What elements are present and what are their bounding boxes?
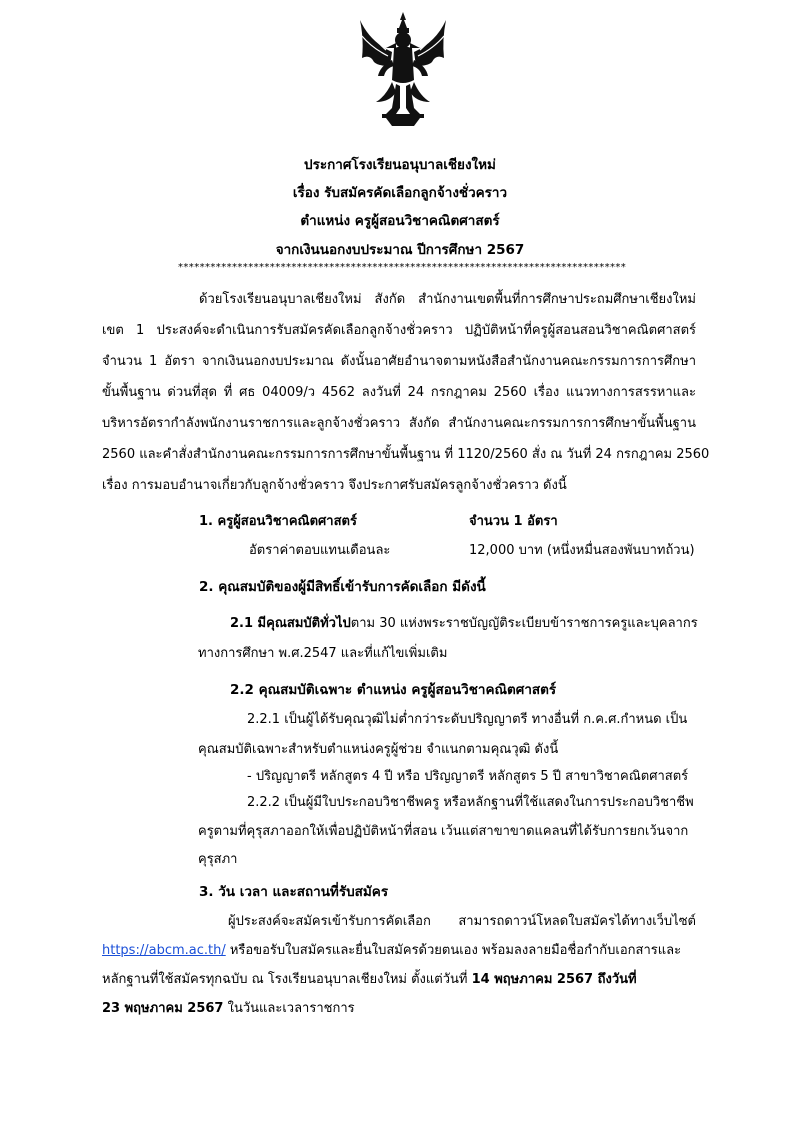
section3-line-1: ผู้ประสงค์จะสมัครเข้ารับการคัดเลือก สามารถดาวน์โหลดใบสมัครได้ทางเว็บไซต์ bbox=[228, 914, 696, 929]
website-link[interactable]: https://abcm.ac.th/ bbox=[102, 943, 226, 958]
announcement-budget: จากเงินนอกงบประมาณ ปีการศึกษา 2567 bbox=[275, 242, 525, 258]
section2-2-2-line-3: คุรุสภา bbox=[198, 852, 238, 867]
section2-2-heading: 2.2 คุณสมบัติเฉพาะ ตำแหน่ง ครูผู้สอนวิชาคณิตศาสตร์ bbox=[230, 682, 557, 698]
section2-2-1-line-1: 2.2.1 เป็นผู้ได้รับคุณวุฒิไม่ต่ำกว่าระดับปริญญาตรี ทางอื่นที่ ก.ค.ศ.กำหนด เป็น bbox=[247, 712, 688, 727]
section2-heading: 2. คุณสมบัติของผู้มีสิทธิ์เข้ารับการคัดเลือก มีดังนี้ bbox=[199, 579, 486, 595]
announcement-title: ประกาศโรงเรียนอนุบาลเชียงใหม่ bbox=[304, 157, 496, 173]
intro-line-4: ขั้นพื้นฐาน ด่วนที่สุด ที่ ศธ 04009/ว 4562 ลงวันที่ 24 กรกฎาคม 2560 เรื่อง แนวทางการสรรหาและ bbox=[102, 385, 696, 400]
section2-1-text: ตาม 30 แห่งพระราชบัญญัติระเบียบข้าราชการครูและบุคลากร bbox=[350, 616, 698, 631]
pay-label: อัตราค่าตอบแทนเดือนละ bbox=[249, 543, 391, 558]
section3-line-3 bbox=[102, 968, 637, 989]
application-end-date: 23 พฤษภาคม 2567 bbox=[102, 1001, 224, 1016]
intro-line-6: 2560 และคำสั่งสำนักงานคณะกรรมการการศึกษาขั้นพื้นฐาน ที่ 1120/2560 สั่ง ณ วันที่ 24 กรกฎาคม 2560 bbox=[102, 447, 710, 462]
intro-line-5: บริหารอัตรากำลังพนักงานราชการและลูกจ้างชั่วคราว สังกัด สำนักงานคณะกรรมการการศึกษาขั้นพื้นฐาน bbox=[102, 416, 696, 431]
section3-line-3-text: หลักฐานที่ใช้สมัครทุกฉบับ ณ โรงเรียนอนุบาลเชียงใหม่ ตั้งแต่วันที่ bbox=[102, 972, 472, 987]
section3-line-4-text: ในวันและเวลาราชการ bbox=[223, 1001, 355, 1016]
section2-2-2-line-2: ครูตามที่คุรุสภาออกให้เพื่อปฏิบัติหน้าที่สอน เว้นแต่สาขาขาดแคลนที่ได้รับการยกเว้นจาก bbox=[198, 824, 689, 839]
section3-heading: 3. วัน เวลา และสถานที่รับสมัคร bbox=[199, 884, 389, 900]
section3-line-2-text: หรือขอรับใบสมัครและยื่นใบสมัครด้วยตนเอง พร้อมลงลายมือชื่อกำกับเอกสารและ bbox=[225, 943, 682, 958]
section2-2-1-line-2: คุณสมบัติเฉพาะสำหรับตำแหน่งครูผู้ช่วย จำแนกตามคุณวุฒิ ดังนี้ bbox=[198, 742, 559, 757]
announcement-subject: เรื่อง รับสมัครคัดเลือกลูกจ้างชั่วคราว bbox=[292, 185, 508, 201]
announcement-position: ตำแหน่ง ครูผู้สอนวิชาคณิตศาสตร์ bbox=[300, 213, 500, 229]
section2-2-2-line-1: 2.2.2 เป็นผู้มีใบประกอบวิชาชีพครู หรือหลักฐานที่ใช้แสดงในการประกอบวิชาชีพ bbox=[247, 795, 694, 810]
intro-line-3: จำนวน 1 อัตรา จากเงินนอกงบประมาณ ดังนั้นอาศัยอำนาจตามหนังสือสำนักงานคณะกรรมการการศึกษา bbox=[102, 354, 696, 369]
section2-2-1-bullet: - ปริญญาตรี หลักสูตร 4 ปี หรือ ปริญญาตรี หลักสูตร 5 ปี สาขาวิชาคณิตศาสตร์ bbox=[247, 769, 689, 784]
intro-line-7: เรื่อง การมอบอำนาจเกี่ยวกับลูกจ้างชั่วคราว จึงประกาศรับสมัครลูกจ้างชั่วคราว ดังนี้ bbox=[102, 478, 567, 493]
section2-1-label: 2.1 มีคุณสมบัติทั่วไป bbox=[230, 616, 351, 631]
intro-line-1: ด้วยโรงเรียนอนุบาลเชียงใหม่ สังกัด สำนักงานเขตพื้นที่การศึกษาประถมศึกษาเชียงใหม่ bbox=[199, 292, 696, 307]
intro-line-2: เขต 1 ประสงค์จะดำเนินการรับสมัครคัดเลือกลูกจ้างชั่วคราว ปฏิบัติหน้าที่ครูผู้สอนสอนวิชาคณิตศาสตร์ bbox=[102, 323, 696, 338]
position-title: 1. ครูผู้สอนวิชาคณิตศาสตร์ bbox=[199, 514, 357, 529]
separator-line: *********************************************************************************** bbox=[178, 262, 627, 273]
pay-value: 12,000 บาท (หนึ่งหมื่นสองพันบาทถ้วน) bbox=[469, 543, 695, 558]
application-start-date: 14 พฤษภาคม 2567 ถึงวันที่ bbox=[471, 972, 637, 987]
section3-line-4 bbox=[102, 997, 355, 1018]
section3-line-2 bbox=[102, 939, 681, 960]
position-count: จำนวน 1 อัตรา bbox=[469, 514, 558, 529]
section2-1-line-1 bbox=[230, 612, 698, 633]
garuda-emblem-icon bbox=[356, 10, 450, 128]
section2-1-line-2: ทางการศึกษา พ.ศ.2547 และที่แก้ไขเพิ่มเติม bbox=[198, 646, 448, 661]
